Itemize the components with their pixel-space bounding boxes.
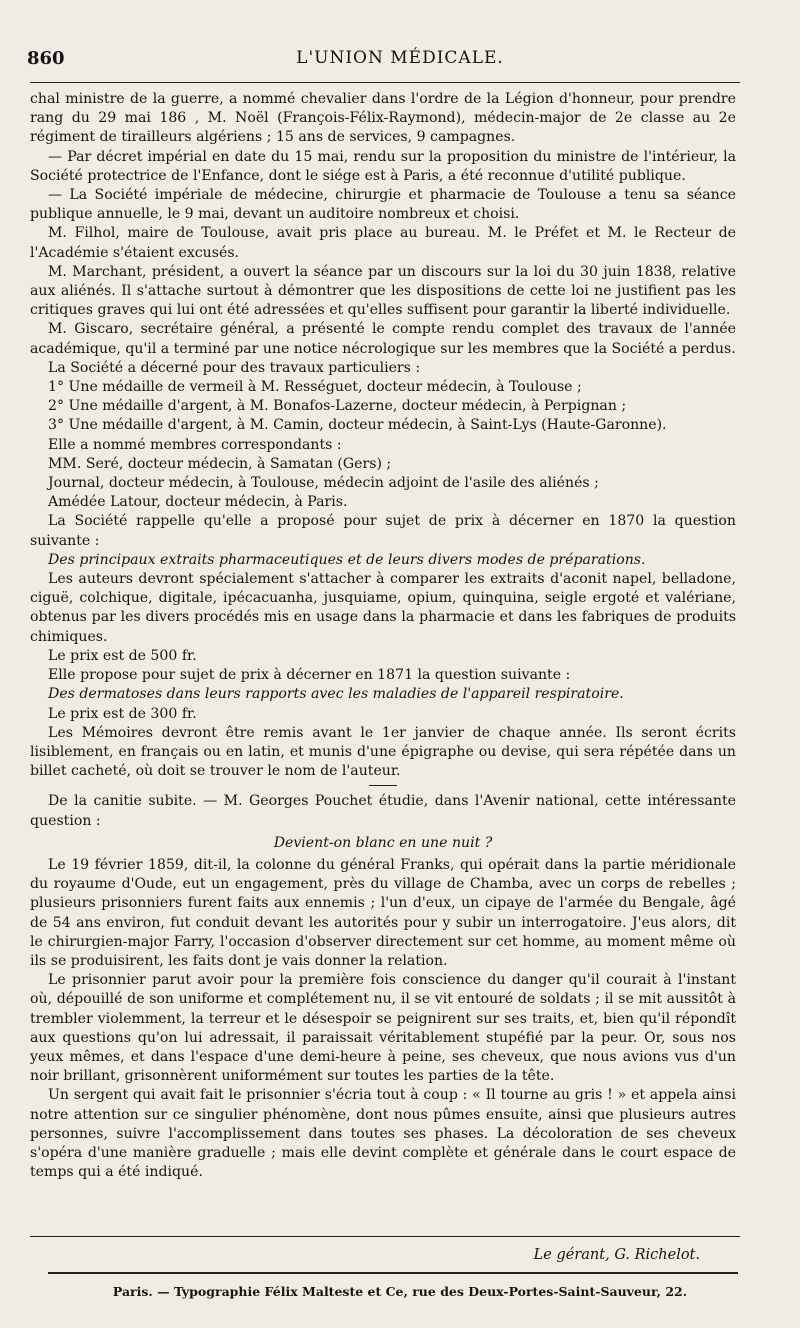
prize-question: Des principaux extraits pharmaceutiques et de leurs divers modes de préparations. [48, 551, 646, 568]
paragraph: — La Société impériale de médecine, chirurgie et pharmacie de Toulouse a tenu sa séance publique annuelle, le 9 mai, devant un auditoire nombreux et choisi. [30, 187, 736, 223]
paragraph: — Par décret impérial en date du 15 mai, rendu sur la proposition du ministre de l'intérieur, la Société protectrice de l'Enfance, dont le siége est à Paris, a été reconnue d'utilité publique. [30, 148, 736, 184]
list-item: Amédée Latour, docteur médecin, à Paris. [48, 494, 348, 511]
text-column [30, 90, 736, 1182]
list-item: 2° Une médaille d'argent, à M. Bonafos-Lazerne, docteur médecin, à Perpignan ; [48, 398, 627, 415]
paragraph: M. Marchant, président, a ouvert la séance par un discours sur la loi du 30 juin 1838, relative aux aliénés. Il s'attache surtout à démontrer que les dispositions de cette loi ne justifient pas les critiques graves qui lui ont été adressées et qu'elles suffisent pour garantir la liberté individuelle. [30, 263, 736, 319]
paragraph: Le 19 février 1859, dit-il, la colonne du général Franks, qui opérait dans la partie méridionale du royaume d'Oude, eut un engagement, près du village de Chamba, avec un corps de rebelles ; plusieurs prisonniers furent faits aux ennemis ; l'un d'eux, un cipaye de l'armée du Bengale, âgé de 54 ans environ, fut conduit devant les autorités pour y subir un interrogatoire. J'eus alors, dit le chirurgien-major Farry, l'occasion d'observer directement sur cet homme, au moment même où ils se produisirent, les faits dont je vais donner la relation. [30, 856, 736, 969]
paragraph: Un sergent qui avait fait le prisonnier s'écria tout à coup : « Il tourne au gris ! » et appela ainsi notre attention sur ce singulier phénomène, dont nous pûmes ensuite, ainsi que plusieurs autres personnes, suivre l'accomplissement dans toutes ses phases. La décoloration de ses cheveux s'opéra d'une manière graduelle ; mais elle devint complète et générale dans le court espace de temps qui a été indiqué. [30, 1087, 736, 1181]
paragraph: M. Giscaro, secrétaire général, a présenté le compte rendu complet des travaux de l'année académique, qu'il a terminé par une notice nécrologique sur les membres que la Société a perdus. [30, 321, 736, 357]
signature: Le gérant, G. Richelot. [533, 1247, 700, 1263]
page-number: 860 [27, 48, 65, 69]
section-subtitle: Devient-on blanc en une nuit ? [273, 834, 493, 851]
paragraph: La Société rappelle qu'elle a proposé pour sujet de prix à décerner en 1870 la question suivante : [30, 513, 736, 549]
footer-rule [30, 1236, 740, 1237]
list-item: MM. Seré, docteur médecin, à Samatan (Gers) ; [48, 455, 392, 472]
section-intro: De la canitie subite. — M. Georges Pouchet étudie, dans l'Avenir national, cette intéressante question : [30, 793, 736, 829]
printer-imprint: Paris. — Typographie Félix Malteste et Ce, rue des Deux-Portes-Saint-Sauveur, 22. [112, 1284, 688, 1299]
paragraph: chal ministre de la guerre, a nommé chevalier dans l'ordre de la Légion d'honneur, pour prendre rang du 29 mai 186 , M. Noël (François-Félix-Raymond), médecin-major de 2e classe au 2e régiment de tirailleurs algériens ; 15 ans de services, 9 campagnes. [30, 91, 736, 146]
paragraph: La Société a décerné pour des travaux particuliers : [48, 359, 421, 376]
paragraph: Elle a nommé membres correspondants : [48, 436, 342, 453]
running-title: L'UNION MÉDICALE. [296, 48, 504, 68]
list-item: 3° Une médaille d'argent, à M. Camin, docteur médecin, à Saint-Lys (Haute-Garonne). [48, 417, 667, 434]
prize-question: Des dermatoses dans leurs rapports avec les maladies de l'appareil respiratoire. [48, 686, 624, 703]
paragraph: Le prix est de 500 fr. [48, 647, 197, 664]
imprint-rule [48, 1272, 738, 1274]
section-divider [369, 785, 397, 786]
paragraph: Elle propose pour sujet de prix à décerner en 1871 la question suivante : [48, 667, 571, 684]
paragraph: Le prix est de 300 fr. [48, 705, 197, 722]
paragraph: M. Filhol, maire de Toulouse, avait pris place au bureau. M. le Préfet et M. le Recteur de l'Académie s'étaient excusés. [30, 225, 736, 261]
header-rule [30, 82, 740, 83]
paragraph: Les auteurs devront spécialement s'attacher à comparer les extraits d'aconit napel, belladone, ciguë, colchique, digitale, ipécacuanha, jusquiame, opium, quinquina, seigle ergoté et valériane, obtenus par les divers procédés mis en usage dans la pharmacie et dans les fabriques de produits chimiques. [30, 571, 736, 645]
paragraph: Les Mémoires devront être remis avant le 1er janvier de chaque année. Ils seront écrits lisiblement, en français ou en latin, et munis d'une épigraphe ou devise, qui sera répétée dans un billet cacheté, où doit se trouver le nom de l'auteur. [30, 724, 736, 780]
paragraph: Le prisonnier parut avoir pour la première fois conscience du danger qu'il courait à l'instant où, dépouillé de son uniforme et complétement nu, il se vit entouré de soldats ; il se mit aussitôt à trembler violemment, la terreur et le désespoir se peignirent sur ses traits, et, bien qu'il répondît aux questions qu'on lui adressait, il paraissait véritablement stupéfié par la peur. Or, sous nos yeux mêmes, et dans l'espace d'une demi-heure à peine, ses cheveux, que nous avions vus d'un noir brillant, grisonnèrent uniformément sur toutes les parties de la tête. [30, 972, 736, 1085]
list-item: Journal, docteur médecin, à Toulouse, médecin adjoint de l'asile des aliénés ; [48, 475, 599, 492]
list-item: 1° Une médaille de vermeil à M. Rességuet, docteur médecin, à Toulouse ; [48, 379, 582, 396]
